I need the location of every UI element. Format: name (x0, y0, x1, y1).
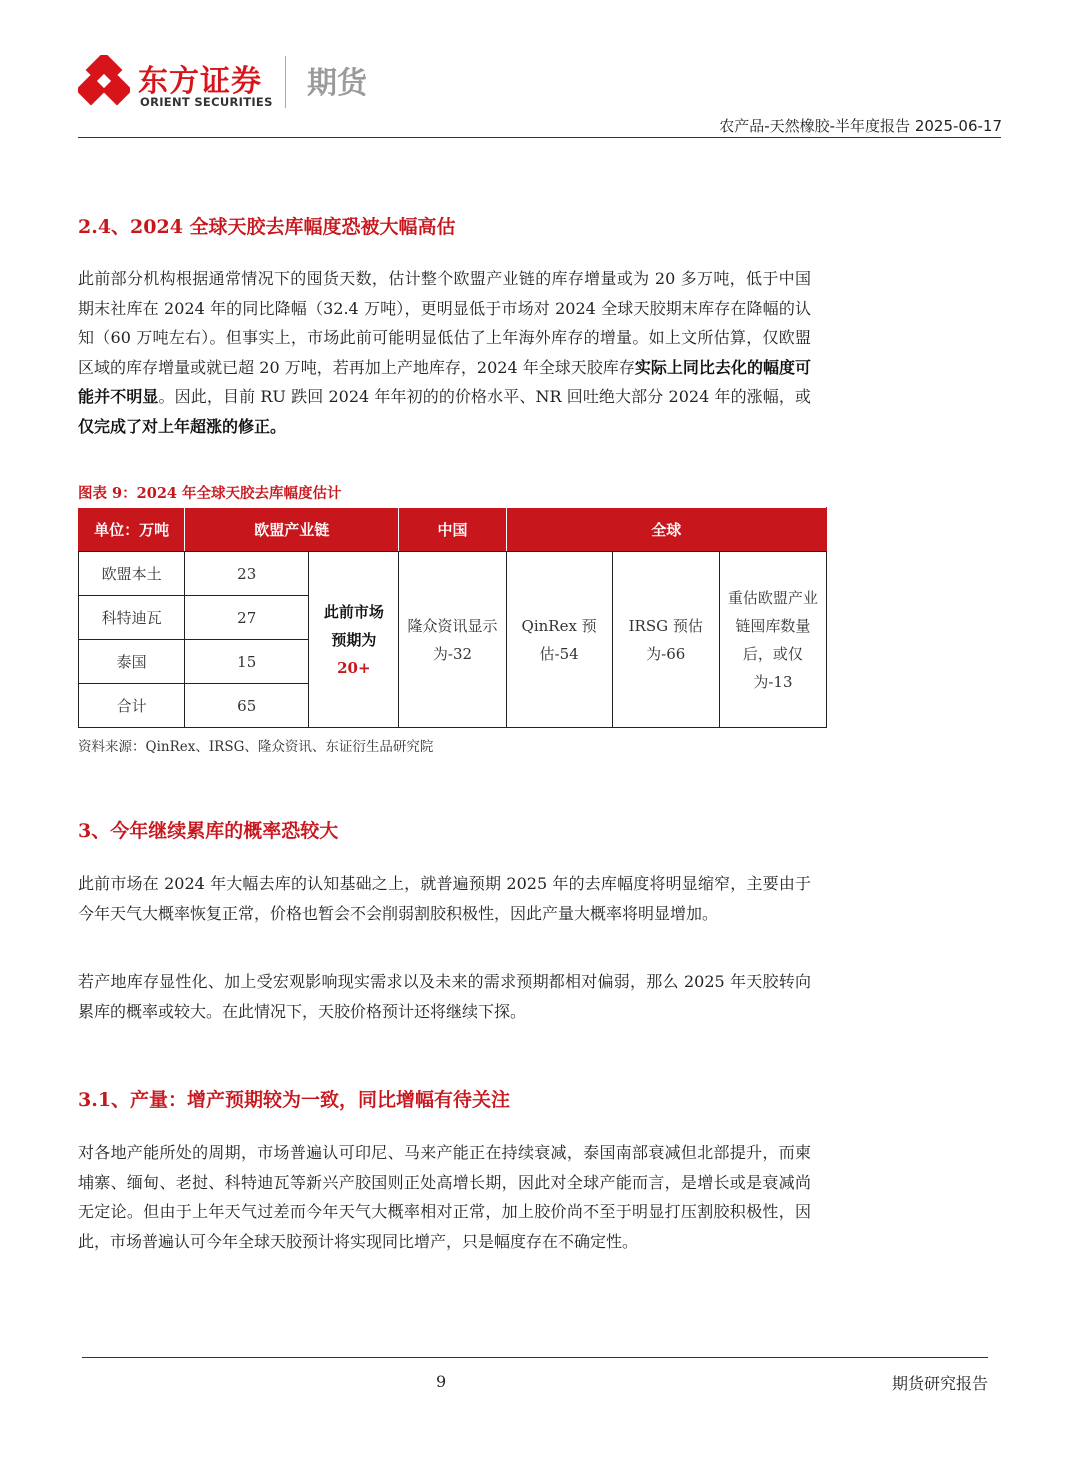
table-cell: 合计 (79, 684, 185, 728)
paragraph-emphasis: 仅完成了对上年超涨的修正。 (78, 416, 287, 436)
header-divider (78, 137, 1001, 138)
figure-source: 资料来源：QinRex、IRSG、隆众资讯、东证衍生品研究院 (78, 739, 434, 755)
table-cell-china (399, 552, 506, 728)
logo-icon (78, 55, 130, 107)
paragraph: 若产地库存显性化、加上受宏观影响现实需求以及未来的需求预期都相对偏弱，那么 2025 年天胶转向累库的概率或较大。在此情况下，天胶价格预计还将继续下探。 (78, 972, 811, 1021)
table-header: 单位：万吨 (79, 508, 185, 552)
logo-company-name-en: ORIENT SECURITIES (140, 95, 273, 109)
paragraph-text: 。因此，目前 RU 跌回 2024 年年初的的价格水平、NR 回吐绝大部分 2024 年的涨幅，或 (158, 387, 811, 406)
logo-company-name: 东方证券 (138, 64, 262, 99)
table-cell-irsg (612, 552, 719, 728)
table-header: 中国 (399, 508, 506, 552)
logo-divider (285, 56, 286, 108)
table-cell-reestimate (719, 552, 826, 728)
footer-label: 期货研究报告 (891, 1374, 988, 1393)
page-number: 9 (436, 1372, 447, 1391)
table-cell: 泰国 (79, 640, 185, 684)
paragraph: 此前市场在 2024 年大幅去库的认知基础之上，就普遍预期 2025 年的去库幅度将明显缩窄，主要由于今年天气大概率恢复正常，价格也暂会不会削弱割胶积极性，因此产量大概率将明显增加。 (78, 874, 811, 923)
table-cell: 23 (185, 552, 309, 596)
table-cell: 欧盟本土 (79, 552, 185, 596)
table-header-row (79, 508, 827, 552)
paragraph-text: 此前部分机构根据通常情况下的囤货天数，估计整个欧盟产业链的库存增量或为 20 多万吨，低于中国期末社库在 2024 年的同比降幅（32.4 万吨），更明显低于市场对 2024 全球天胶期末库存在降幅的认知（60 万吨左右）。但事实上，市场此前可能明显低估了上年海外库存的增量。如上文所估算，仅欧盟区域的库存增量或就已超 20 万吨，若再加上产地库存，2024 年全球天胶库存 (78, 269, 811, 377)
table-cell-total: 65 (185, 684, 309, 728)
table-header: 欧盟产业链 (185, 508, 399, 552)
paragraph-emphasis: 实际上同比去化的幅度可能并不明显 (78, 357, 811, 406)
footer-divider (82, 1357, 988, 1358)
report-info: 农产品-天然橡胶-半年度报告 2025-06-17 (719, 117, 1002, 135)
table-cell-market-expectation (309, 552, 399, 728)
paragraph (78, 264, 811, 441)
table-cell: 15 (185, 640, 309, 684)
paragraph: 对各地产能所处的周期，市场普遍认可印尼、马来产能正在持续衰减，泰国南部衰减但北部提升，而柬埔寨、缅甸、老挝、科特迪瓦等新兴产胶国则正处高增长期，因此对全球产能而言，是增长或是衰减尚无定论。但由于上年天气过差而今年天气大概率相对正常，加上胶价尚不至于明显打压割胶积极性，因此，市场普遍认可今年全球天胶预计将实现同比增产，只是幅度存在不确定性。 (78, 1143, 811, 1251)
market-expectation-value: 20+ (337, 658, 371, 677)
irsg-estimate: IRSG 预估为-66 (628, 616, 703, 663)
global-reestimate: 重估欧盟产业链囤库数量后，或仅为-13 (727, 588, 818, 691)
logo-division: 期货 (307, 66, 367, 101)
table-row (79, 552, 827, 596)
table-header: 全球 (506, 508, 826, 552)
china-estimate: 隆众资讯显示为-32 (407, 616, 498, 663)
table-cell: 科特迪瓦 (79, 596, 185, 640)
qinrex-estimate: QinRex 预估-54 (521, 616, 597, 663)
section-heading: 2.4、2024 全球天胶去库幅度恐被大幅高估 (78, 216, 456, 238)
table-cell: 27 (185, 596, 309, 640)
section-heading: 3.1、产量：增产预期较为一致，同比增幅有待关注 (78, 1089, 511, 1111)
data-table (78, 507, 827, 728)
table-cell-qinrex (506, 552, 612, 728)
market-expectation-text: 此前市场预期为 (323, 602, 384, 649)
figure-title: 图表 9：2024 年全球天胶去库幅度估计 (78, 485, 342, 502)
section-heading: 3、今年继续累库的概率恐较大 (78, 820, 339, 842)
